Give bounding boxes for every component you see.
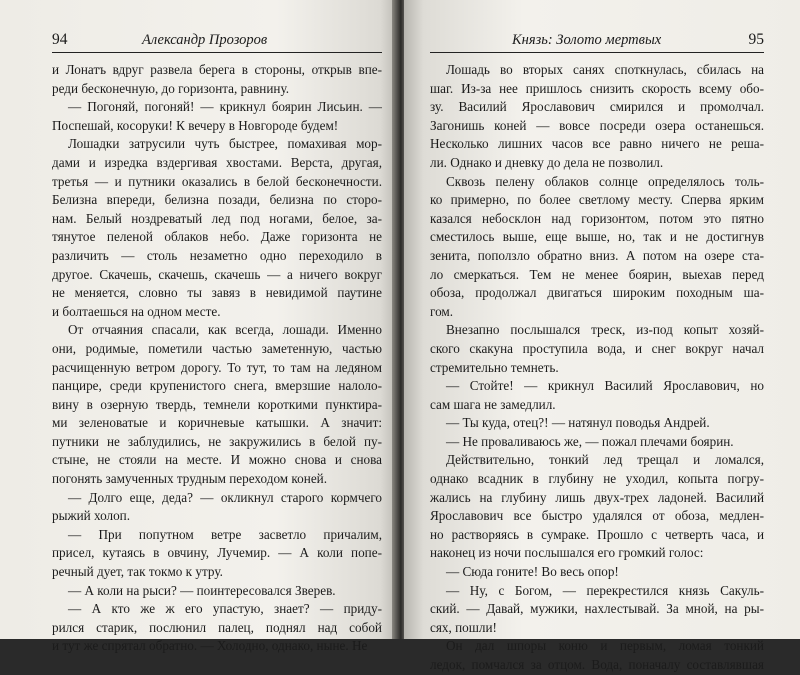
left-text-line: ми зеленоватые и коричневые катышки. А значит:: [52, 415, 382, 431]
left-text-line: они, родимые, пометили частью заметенную, частью: [52, 340, 382, 356]
right-text-line: — Сюда гоните! Во весь опор!: [446, 564, 619, 580]
right-text-line: ли. Однако и дневку до дела не позволил.: [430, 154, 664, 170]
right-text-line: сместилось выше, еще выше, но, так и не достигнув: [430, 229, 764, 245]
right-text-line: — Ну, с Богом, — перекрестился князь Сакуль-: [446, 582, 764, 598]
right-text-line: — Не проваливаюсь же, — пожал плечами боярин.: [446, 433, 734, 449]
right-text-line: зенита, поползло обратно вниз. А потом на озере ста-: [430, 247, 764, 263]
right-text-line: Лошадь во вторых санях споткнулась, сбилась на: [446, 62, 764, 77]
left-text-line: рыжий холоп.: [52, 508, 131, 524]
right-text-line: ский. — Давай, мужики, нахлестывай. За мной, на ры-: [430, 601, 764, 617]
left-text-line: погонять замученных трудным переходом коней.: [52, 471, 328, 487]
left-text-line: реди бесконечную, до горизонта, равнину.: [52, 80, 290, 96]
right-page: [404, 0, 800, 672]
left-text-line: нам. Белый ноздреватый лед под ногами, белое, за-: [52, 210, 382, 226]
left-text-line: — А коли на рыси? — поинтересовался Зверев.: [68, 582, 336, 598]
right-text-line: ло смеркаться. Тем не менее боярин, выехав перед: [430, 266, 764, 282]
left-text-line: панцире, среди крупенистого снега, вмерзшие налоло-: [52, 378, 382, 394]
right-text-line: Внезапно послышался треск, из-под копыт хозяй-: [446, 322, 764, 338]
left-text-line: — При попутном ветре засветло причалим,: [68, 526, 382, 542]
right-text-line: ледок, помчался за отцом. Вода, поначалу составлявшая: [430, 657, 764, 672]
left-page-text: [52, 61, 382, 656]
left-page: [0, 0, 396, 654]
right-text-line: шаг. Из-за нее пришлось снизить скорость всему обо-: [430, 80, 764, 96]
right-text-line: Сквозь пелену облаков солнце определялось толь-: [446, 173, 764, 189]
left-text-line: дами и изредка вздергивая хвостами. Верста, другая,: [52, 154, 382, 170]
left-text-line: вину в озерную твердь, темнели короткими пунктира-: [52, 396, 382, 412]
right-text-line: ко примерно, по более светлому месту. Сперва ярким: [430, 192, 764, 208]
left-text-line: — Долго еще, деда? — окликнул старого кормчего: [68, 489, 382, 505]
right-text-line: казался небосклон над горизонтом, потом это пятно: [430, 210, 764, 226]
right-text-line: Загонишь коней — вовсе посреди озера останешься.: [430, 117, 764, 133]
right-page-number: 95: [748, 31, 764, 48]
right-text-line: однако всадник в глубину не уходил, копыта погру-: [430, 471, 764, 487]
left-text-line: расчищенную ветром дорогу. То тут, то там на ледяном: [52, 359, 382, 375]
right-text-line: зу. Василий Ярославович смирился и промолчал.: [430, 99, 764, 115]
left-text-line: третья — и путники оказались в белой бесконечности.: [52, 173, 382, 189]
left-text-line: стыне, не стояли на месте. И можно снова и снова: [52, 452, 382, 468]
left-text-line: рился старик, послюнил палец, поднял над собой: [52, 619, 382, 635]
left-text-line: тянутое пеленой облаков небо. Даже горизонта не: [52, 229, 382, 245]
left-text-line: и болтаешься на одном месте.: [52, 303, 221, 319]
right-text-line: гом.: [430, 303, 454, 319]
left-text-line: речный дует, так токмо к утру.: [52, 564, 223, 580]
right-text-line: Действительно, тонкий лед трещал и ломался,: [446, 452, 764, 468]
right-text-line: Ярославович все быстро удалялся от обоза, медлен-: [430, 508, 764, 524]
right-text-line: обоза, продолжал двигаться широким походным ша-: [430, 285, 764, 301]
right-text-line: жались на глубину лишь двух-трех ладоней. Василий: [430, 489, 764, 505]
left-text-line: путники не заблудились, не закружились в белой пу-: [52, 433, 382, 449]
left-text-line: Лошадки затрусили чуть быстрее, помахивая мор-: [68, 136, 382, 152]
right-text-line: Он дал шпоры коню и первым, ломая тонкий: [446, 638, 764, 654]
left-text-line: присел, кутаясь в овчину, Лучемир. — А коли попе-: [52, 545, 382, 561]
right-text-line: — Ты куда, отец?! — натянул поводья Андрей.: [446, 415, 710, 431]
right-text-line: сам шага не замедлил.: [430, 396, 556, 412]
right-page-text: [430, 61, 764, 675]
right-running-title: Князь: Золото мертвых: [512, 32, 662, 48]
left-text-line: Белизна впереди, белизна позади, белизна по сторо-: [52, 192, 382, 208]
left-text-line: и Лонатъ вдруг развела берега в стороны, открыв впе-: [52, 62, 382, 77]
left-text-line: другое. Скачешь, скачешь, скачешь — а ничего вокруг: [52, 266, 382, 282]
left-text-line: и тут же спрятал обратно. — Холодно, однако, ныне. Не: [52, 638, 368, 654]
left-text-line: — Погоняй, погоняй! — крикнул боярин Лисьин. —: [68, 99, 382, 115]
left-text-line: различить — столь незаметно одно переходило в: [52, 247, 382, 263]
left-text-line: не меняется, словно ты завяз в невидимой паутине: [52, 285, 382, 301]
right-text-line: Несколько лишних часов все равно ничего не реша-: [430, 136, 764, 152]
left-text-line: От отчаяния спасали, как всегда, лошади. Именно: [68, 322, 382, 338]
right-text-line: сях, пошли!: [430, 619, 497, 635]
right-text-line: — Стойте! — крикнул Василий Ярославович, но: [446, 378, 764, 394]
left-page-number: 94: [52, 31, 68, 48]
left-text-line: Поспешай, косоруки! К вечеру в Новгороде будем!: [52, 117, 339, 133]
right-text-line: ского скакуна проступила вода, и снег вокруг начал: [430, 340, 764, 356]
right-text-line: наконец из ночи послышался его громкий голос:: [430, 545, 704, 561]
left-text-line: — А кто же ж его упастую, знает? — приду-: [68, 601, 382, 617]
left-running-head: [52, 28, 382, 53]
right-text-line: стремительно темнеть.: [430, 359, 559, 375]
left-running-title: Александр Прозоров: [142, 32, 268, 48]
right-running-head: [430, 28, 764, 53]
right-text-line: но растворяясь в сумраке. Прошло с четверть часа, и: [430, 526, 764, 542]
